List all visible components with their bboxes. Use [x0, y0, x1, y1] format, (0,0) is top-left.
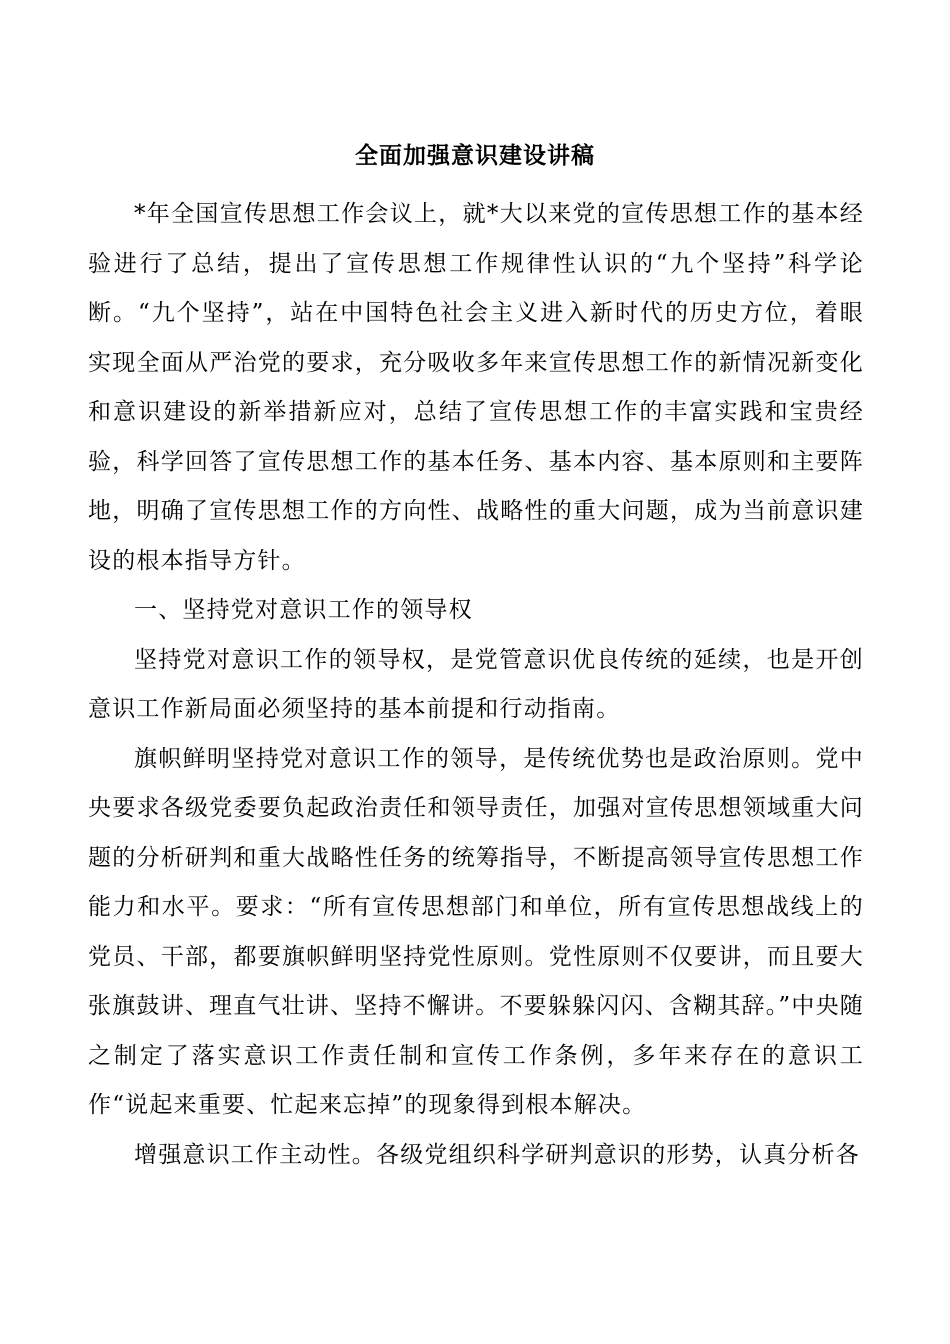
section-heading-1: 一、坚持党对意识工作的领导权: [134, 597, 473, 623]
paragraph-intro: *年全国宣传思想工作会议上，就*大以来党的宣传思想工作的基本经验进行了总结，提出了宣传思想工作规律性认识的“九个坚持”科学论断。“九个坚持”，站在中国特色社会主义进入新时代的历史方位，着眼实现全面从严治党的要求，充分吸收多年来宣传思想工作的新情况新变化和意识建设的新举措新应对，总结了宣传思想工作的丰富实践和宝贵经验，科学回答了宣传思想工作的基本任务、基本内容、基本原则和主要阵地，明确了宣传思想工作的方向性、战略性的重大问题，成为当前意识建设的根本指导方针。: [88, 201, 864, 574]
document-body: [88, 190, 864, 1180]
paragraph-banner: 旗帜鲜明坚持党对意识工作的领导，是传统优势也是政治原则。党中央要求各级党委要负起政治责任和领导责任，加强对宣传思想领域重大问题的分析研判和重大战略性任务的统筹指导，不断提高领导宣传思想工作能力和水平。要求：“所有宣传思想部门和单位，所有宣传思想战线上的党员、干部，都要旗帜鲜明坚持党性原则。党性原则不仅要讲，而且要大张旗鼓讲、理直气壮讲、坚持不懈讲。不要躲躲闪闪、含糊其辞。”中央随之制定了落实意识工作责任制和宣传工作条例，多年来存在的意识工作“说起来重要、忙起来忘掉”的现象得到根本解决。: [88, 745, 864, 1118]
paragraph-leadership: 坚持党对意识工作的领导权，是党管意识优良传统的延续，也是开创意识工作新局面必须坚持的基本前提和行动指南。: [88, 646, 864, 722]
document-title: 全面加强意识建设讲稿: [355, 142, 595, 169]
paragraph-initiative: 增强意识工作主动性。各级党组织科学研判意识的形势，认真分析各: [134, 1141, 860, 1168]
